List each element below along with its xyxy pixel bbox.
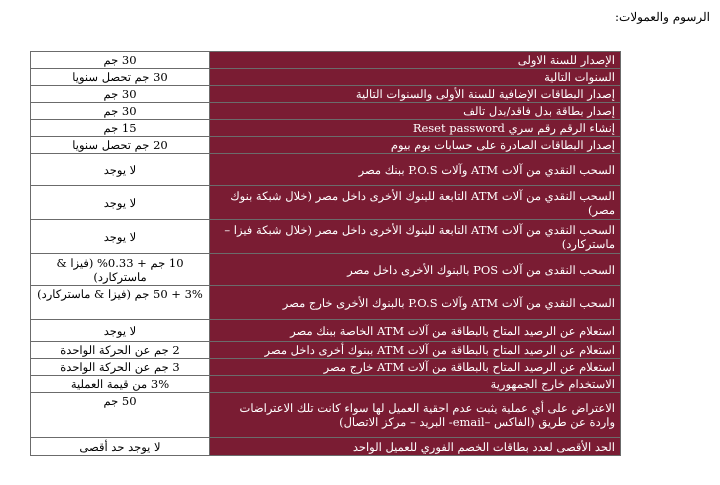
fees-table	[30, 51, 621, 456]
table-row	[31, 342, 621, 359]
fee-label: استعلام عن الرصيد المتاح بالبطاقة من آلات ATM الخاصة ببنك مصر	[210, 320, 621, 342]
table-row	[31, 438, 621, 456]
fee-value: لا يوجد	[31, 320, 210, 342]
fee-label: السحب النقدي من آلات ATM التابعة للبنوك الأخرى داخل مصر (خلال شبكة بنوك مصر)	[210, 186, 621, 220]
fee-value: 50 جم	[31, 393, 210, 438]
fee-value: لا يوجد حد أقصى	[31, 438, 210, 456]
fee-value: 30 جم	[31, 86, 210, 103]
table-row	[31, 393, 621, 438]
fee-label: استعلام عن الرصيد المتاح بالبطاقة من آلات ATM خارج مصر	[210, 359, 621, 376]
table-row	[31, 52, 621, 69]
table-row	[31, 86, 621, 103]
fee-value: 30 جم تحصل سنويا	[31, 69, 210, 86]
fee-value: 3 جم عن الحركة الواحدة	[31, 359, 210, 376]
fee-label: إصدار البطاقات الصادرة على حسابات يوم بيوم	[210, 137, 621, 154]
fee-value: 20 جم تحصل سنويا	[31, 137, 210, 154]
fee-value: 30 جم	[31, 52, 210, 69]
table-row	[31, 359, 621, 376]
fee-value: لا يوجد	[31, 154, 210, 186]
table-row	[31, 186, 621, 220]
fee-label: السحب النقدي من آلات ATM التابعة للبنوك الأخرى داخل مصر (خلال شبكة فيزا – ماستركارد)	[210, 220, 621, 254]
fee-value: لا يوجد	[31, 186, 210, 220]
table-row	[31, 69, 621, 86]
fee-label: السحب النقدى من آلات POS بالبنوك الأخرى داخل مصر	[210, 254, 621, 286]
table-row	[31, 320, 621, 342]
table-row	[31, 154, 621, 186]
fee-label: إصدار بطاقة بدل فاقد/بدل تالف	[210, 103, 621, 120]
table-row	[31, 286, 621, 320]
table-row	[31, 137, 621, 154]
table-row	[31, 103, 621, 120]
fee-label: إنشاء الرقم رقم سري Reset password	[210, 120, 621, 137]
fee-value: لا يوجد	[31, 220, 210, 254]
fee-label: السحب النقدي من آلات ATM وآلات P.O.S ببنك مصر	[210, 154, 621, 186]
fee-label: الاعتراض على أي عملية يثبت عدم احقية العميل لها سواء كانت تلك الاعتراضات واردة عن طريق (الفاكس –email- البريد – مركز الاتصال)	[210, 393, 621, 438]
fee-value: 15 جم	[31, 120, 210, 137]
fee-label: الإصدار للسنة الاولى	[210, 52, 621, 69]
fee-label: السحب النقدي من آلات ATM وآلات P.O.S بالبنوك الأخرى خارج مصر	[210, 286, 621, 320]
fee-value: 30 جم	[31, 103, 210, 120]
fee-value: 3% من قيمة العملية	[31, 376, 210, 393]
fee-label: إصدار البطاقات الإضافية للسنة الأولى والسنوات التالية	[210, 86, 621, 103]
fee-value: 2 جم عن الحركة الواحدة	[31, 342, 210, 359]
fee-label: السنوات التالية	[210, 69, 621, 86]
fee-value: 10 جم + 0.33% (فيزا & ماستركارد)	[31, 254, 210, 286]
table-row	[31, 220, 621, 254]
table-row	[31, 254, 621, 286]
fee-label: استعلام عن الرصيد المتاح بالبطاقة من آلات ATM ببنوك أخرى داخل مصر	[210, 342, 621, 359]
table-row	[31, 376, 621, 393]
fee-label: الحد الأقصى لعدد بطاقات الخصم الفوري للعميل الواحد	[210, 438, 621, 456]
table-row	[31, 120, 621, 137]
fee-value: 3% + 50 جم (فيزا & ماستركارد)	[31, 286, 210, 320]
fee-label: الاستخدام خارج الجمهورية	[210, 376, 621, 393]
section-heading: الرسوم والعمولات:	[614, 10, 710, 24]
